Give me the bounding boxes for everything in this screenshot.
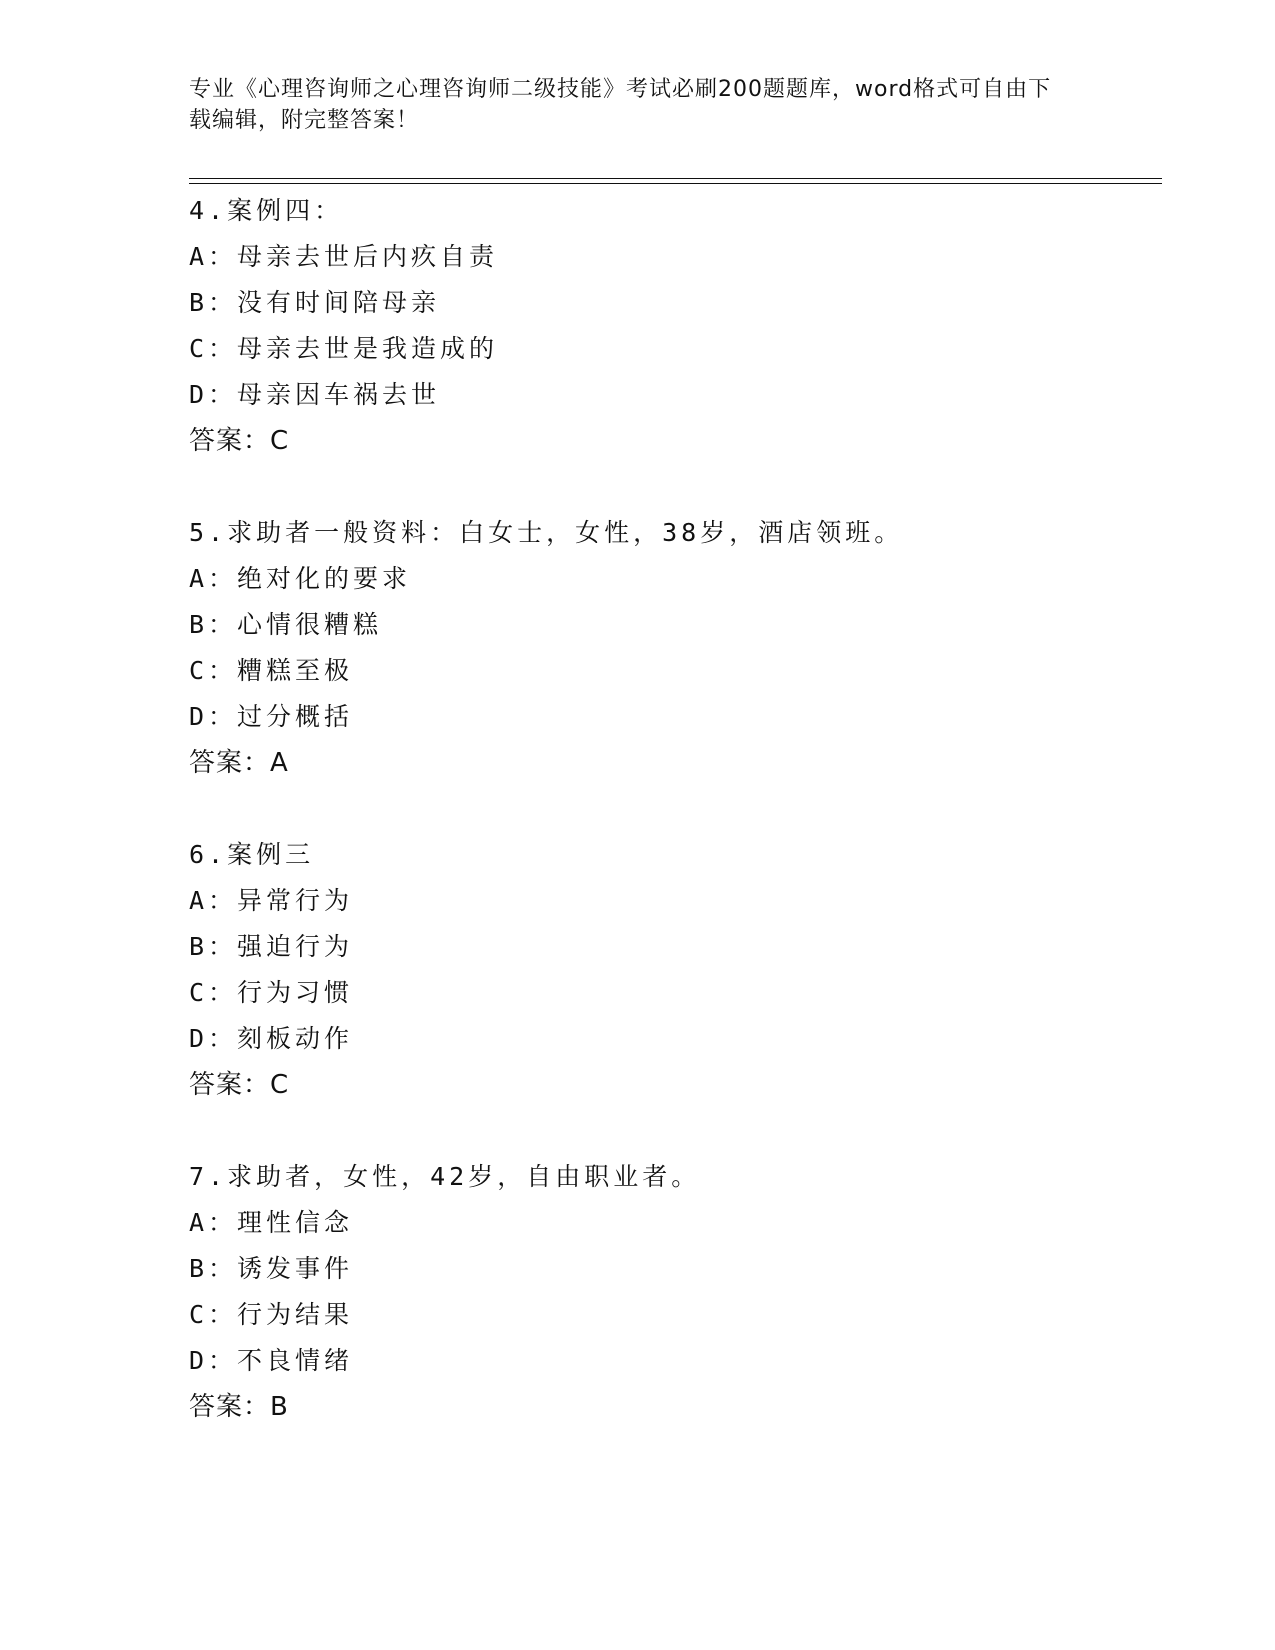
question-item <box>189 1154 1162 1430</box>
answer-line: 答案：C <box>189 426 290 456</box>
option-b: B：心情很糟糕 <box>189 610 383 639</box>
option-b: B：强迫行为 <box>189 932 354 961</box>
question-item <box>189 832 1162 1108</box>
answer-line: 答案：B <box>189 1392 289 1422</box>
option-b: B：诱发事件 <box>189 1254 354 1283</box>
question-title: 7.求助者，女性，42岁，自由职业者。 <box>189 1162 701 1191</box>
option-d: D：过分概括 <box>189 702 354 731</box>
option-a: A：异常行为 <box>189 886 354 915</box>
header-text: 专业《心理咨询师之心理咨询师二级技能》考试必刷200题题库，word格式可自由下载编辑，附完整答案！ <box>189 77 1052 133</box>
option-d: D：刻板动作 <box>189 1024 354 1053</box>
option-c: C：行为结果 <box>189 1300 354 1329</box>
question-item <box>189 510 1162 786</box>
document-header <box>189 74 1069 136</box>
option-d: D：母亲因车祸去世 <box>189 380 441 409</box>
header-divider-bottom <box>189 183 1162 184</box>
option-c: C：糟糕至极 <box>189 656 354 685</box>
option-a: A：母亲去世后内疚自责 <box>189 242 499 271</box>
header-divider-top <box>189 178 1162 179</box>
option-a: A：理性信念 <box>189 1208 354 1237</box>
option-c: C：母亲去世是我造成的 <box>189 334 499 363</box>
question-item <box>189 188 1162 464</box>
option-b: B：没有时间陪母亲 <box>189 288 441 317</box>
question-title: 5.求助者一般资料：白女士，女性，38岁，酒店领班。 <box>189 518 904 547</box>
option-a: A：绝对化的要求 <box>189 564 412 593</box>
option-d: D：不良情绪 <box>189 1346 354 1375</box>
question-title: 6.案例三 <box>189 840 315 869</box>
option-c: C：行为习惯 <box>189 978 354 1007</box>
answer-line: 答案：A <box>189 748 289 778</box>
question-title: 4.案例四： <box>189 196 344 225</box>
question-list <box>189 188 1162 1476</box>
answer-line: 答案：C <box>189 1070 290 1100</box>
